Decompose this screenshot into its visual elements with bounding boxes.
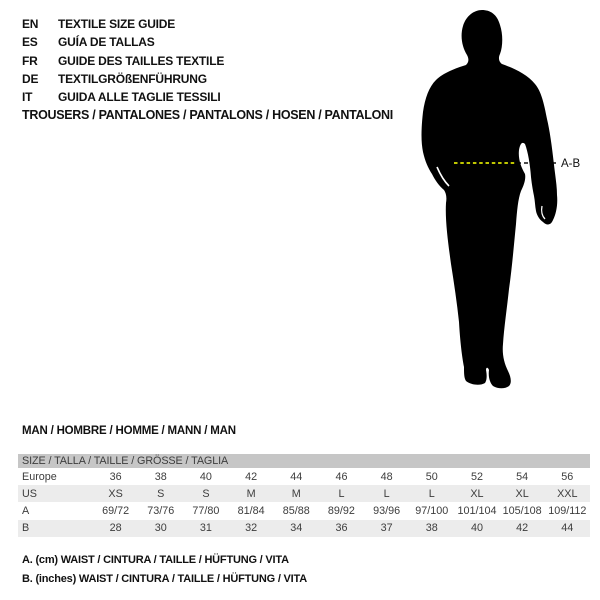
footnote-b: B. (inches) WAIST / CINTURA / TAILLE / HÜFTUNG / VITA: [22, 572, 307, 585]
cell: 36: [109, 470, 122, 483]
cell: 69/72: [102, 504, 130, 517]
cell: XS: [108, 487, 123, 500]
table-row-a-cm: [18, 502, 590, 519]
cell: 56: [561, 470, 574, 483]
lang-code: DE: [22, 72, 39, 87]
lang-label: TEXTILGRÖßENFÜHRUNG: [58, 72, 207, 87]
cell: 97/100: [415, 504, 449, 517]
row-label: US: [22, 487, 37, 500]
table-row-us: [18, 485, 590, 502]
lang-row-es: [22, 33, 224, 51]
cell: 81/84: [237, 504, 265, 517]
cell: 42: [516, 522, 529, 535]
cell: M: [291, 487, 301, 500]
cell: 105/108: [502, 504, 542, 517]
cell: 93/96: [373, 504, 401, 517]
cell: 37: [380, 522, 393, 535]
cell: 109/112: [548, 504, 587, 517]
cell: 52: [470, 470, 483, 483]
row-label: Europe: [22, 470, 57, 483]
cell: 40: [470, 522, 483, 535]
language-title-block: [22, 15, 224, 106]
lang-label: GUÍA DE TALLAS: [58, 35, 155, 50]
lang-row-fr: [22, 52, 224, 70]
cell: 101/104: [457, 504, 497, 517]
cell: XL: [470, 487, 484, 500]
cell: S: [202, 487, 210, 500]
table-row-europe: [18, 468, 590, 485]
cell: 40: [199, 470, 212, 483]
cell: L: [383, 487, 390, 500]
size-table-header: SIZE / TALLA / TAILLE / GRÖSSE / TAGLIA: [18, 454, 590, 468]
cell: L: [338, 487, 345, 500]
row-label: A: [22, 504, 30, 517]
footnote-a: A. (cm) WAIST / CINTURA / TAILLE / HÜFTUNG / VITA: [22, 554, 289, 566]
cell: 77/80: [192, 504, 220, 517]
cell: 46: [335, 470, 348, 483]
row-label: B: [22, 522, 30, 535]
lang-code: ES: [22, 35, 38, 50]
man-silhouette-svg: [390, 0, 600, 400]
cell: 32: [245, 522, 258, 535]
cell: 44: [561, 522, 574, 535]
cell: 38: [154, 470, 167, 483]
footnotes-block: [22, 554, 307, 591]
size-table: [18, 454, 590, 537]
cell: 48: [380, 470, 393, 483]
cell: 50: [425, 470, 438, 483]
cell: M: [246, 487, 256, 500]
cell: 36: [335, 522, 348, 535]
cell: 31: [199, 522, 212, 535]
man-silhouette-path: [422, 10, 558, 388]
cell: 28: [109, 522, 122, 535]
cell: 34: [290, 522, 303, 535]
gender-label: MAN / HOMBRE / HOMME / MANN / MAN: [22, 425, 236, 437]
lang-label: TEXTILE SIZE GUIDE: [58, 17, 176, 32]
cell: 54: [516, 470, 529, 483]
cell: XL: [515, 487, 529, 500]
cell: 89/92: [327, 504, 355, 517]
cell: L: [428, 487, 435, 500]
cell: 44: [290, 470, 303, 483]
category-title: TROUSERS / PANTALONES / PANTALONS / HOSEN / PANTALONI: [22, 108, 393, 122]
cell: XXL: [557, 487, 578, 500]
lang-code: FR: [22, 53, 38, 68]
lang-code: EN: [22, 17, 39, 32]
lang-label: GUIDA ALLE TAGLIE TESSILI: [58, 90, 221, 105]
cell: 85/88: [282, 504, 310, 517]
cell: S: [157, 487, 165, 500]
lang-code: IT: [22, 90, 33, 105]
lang-row-de: [22, 70, 224, 88]
cell: 42: [245, 470, 258, 483]
cell: 38: [425, 522, 438, 535]
measure-label-ab: A-B: [561, 158, 581, 170]
cell: 73/76: [147, 504, 175, 517]
table-row-b-inches: [18, 520, 590, 537]
lang-label: GUIDE DES TAILLES TEXTILE: [58, 53, 225, 68]
lang-row-en: [22, 15, 224, 33]
lang-row-it: [22, 88, 224, 106]
man-silhouette-figure: [390, 0, 600, 400]
cell: 30: [154, 522, 167, 535]
